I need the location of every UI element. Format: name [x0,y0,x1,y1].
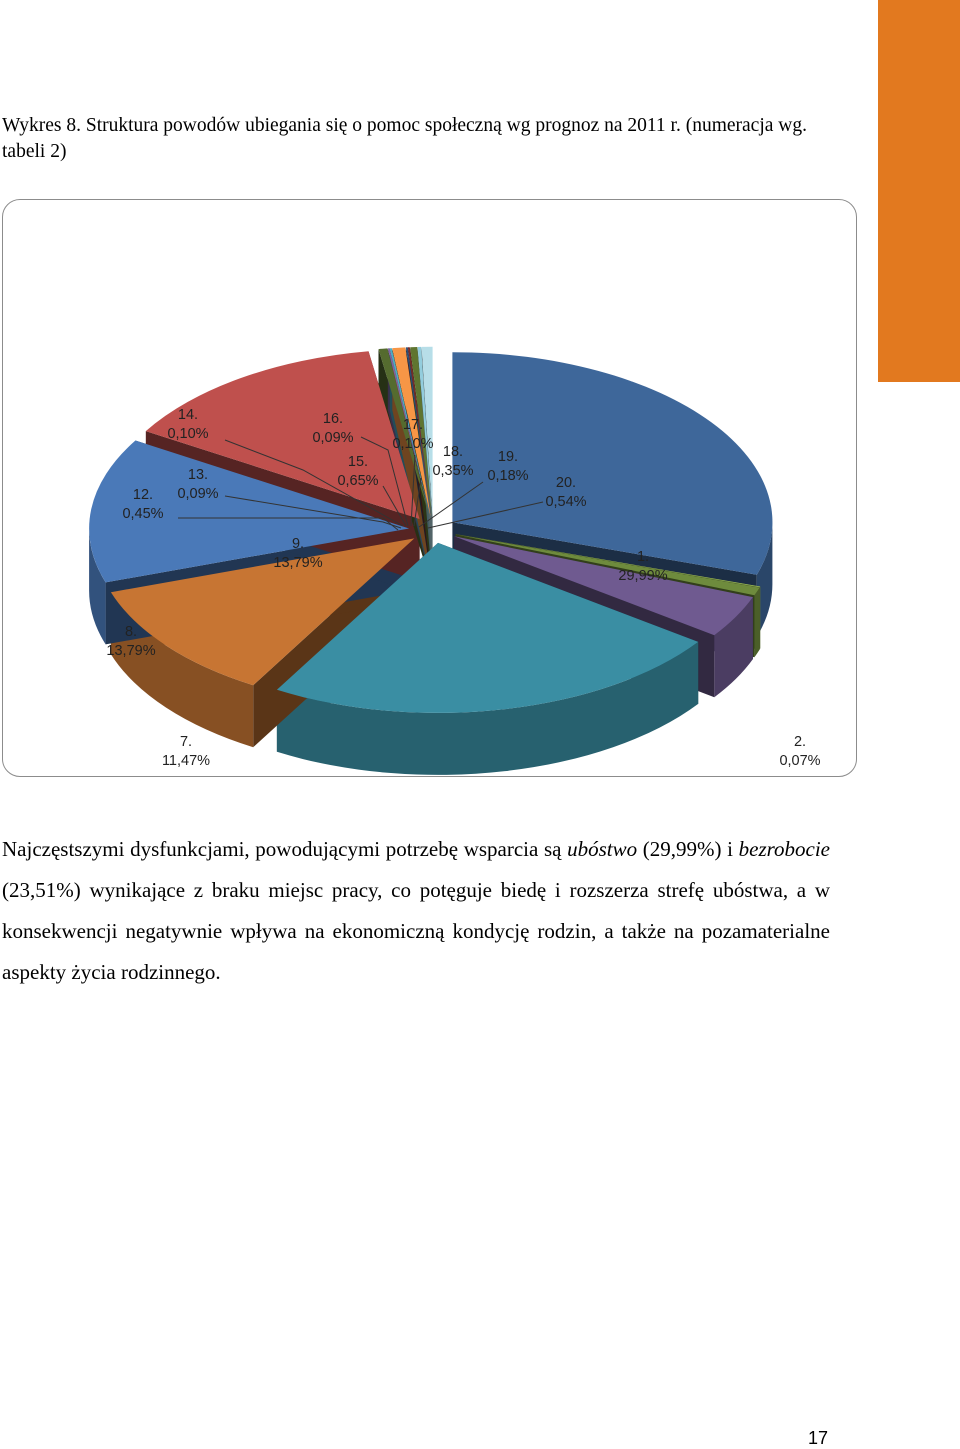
chart-caption: Wykres 8. Struktura powodów ubiegania się o pomoc społeczną wg prognoz na 2011 r. (numeracja wg. tabeli 2) [2,115,807,162]
slice-label-number: 13. [187,467,209,483]
chart-frame [2,199,857,777]
pie-slice-rim [754,588,759,658]
slice-label-number: 1. [636,549,650,565]
slice-label-number: 14. [177,407,199,423]
slice-label-value: 0,09% [312,430,354,446]
slice-label-number: 7. [179,734,193,750]
body-paragraph [2,829,830,993]
slice-label-value: 29,99% [618,568,668,584]
pie-chart [3,200,858,778]
slice-label-value: 13,79% [106,643,156,659]
slice-label-value: 0,18% [487,468,529,484]
slice-label-value: 0,09% [177,486,219,502]
slice-label-number: 18. [442,444,464,460]
body-text-part3: (23,51%) wynikające z braku miejsc pracy, co potęguje biedę i rozszerza strefę ubóstwa, a w konsekwencji negatywnie wpływa na ekonomiczną kondycję rodzin, a także na pozamaterialne aspekty życia rodzinnego. [2,878,830,984]
slice-label-number: 2. [793,734,807,750]
slice-label [162,734,210,769]
body-text-part2: (29,99%) i [637,837,739,861]
slice-label-value: 0,10% [392,436,434,452]
slice-label-number: 19. [497,449,519,465]
slice-label-value: 0,54% [545,494,587,510]
slice-label-value: 13,79% [273,555,323,571]
slice-label-value: 0,10% [167,426,209,442]
page-number: 17 [808,1428,829,1448]
page-accent-bar [878,0,960,382]
slice-label-value: 0,07% [779,753,821,769]
slice-label-number: 8. [124,624,138,640]
slice-label [779,734,820,769]
slice-label-number: 16. [322,411,344,427]
slice-label-value: 0,45% [122,506,164,522]
slice-label-number: 12. [132,487,154,503]
body-term-poverty: ubóstwo [567,837,638,861]
slice-label-value: 11,47% [161,753,211,769]
slice-label-number: 9. [291,536,305,552]
body-term-unemployment: bezrobocie [738,837,830,861]
slice-label-value: 0,35% [432,463,474,479]
body-text-part1: Najczęstszymi dysfunkcjami, powodującymi potrzebę wsparcia są [2,837,568,861]
slice-label-number: 17. [402,417,424,433]
slice-label-number: 15. [347,454,369,470]
slice-label-number: 20. [555,475,577,491]
slice-label-value: 0,65% [337,473,379,489]
